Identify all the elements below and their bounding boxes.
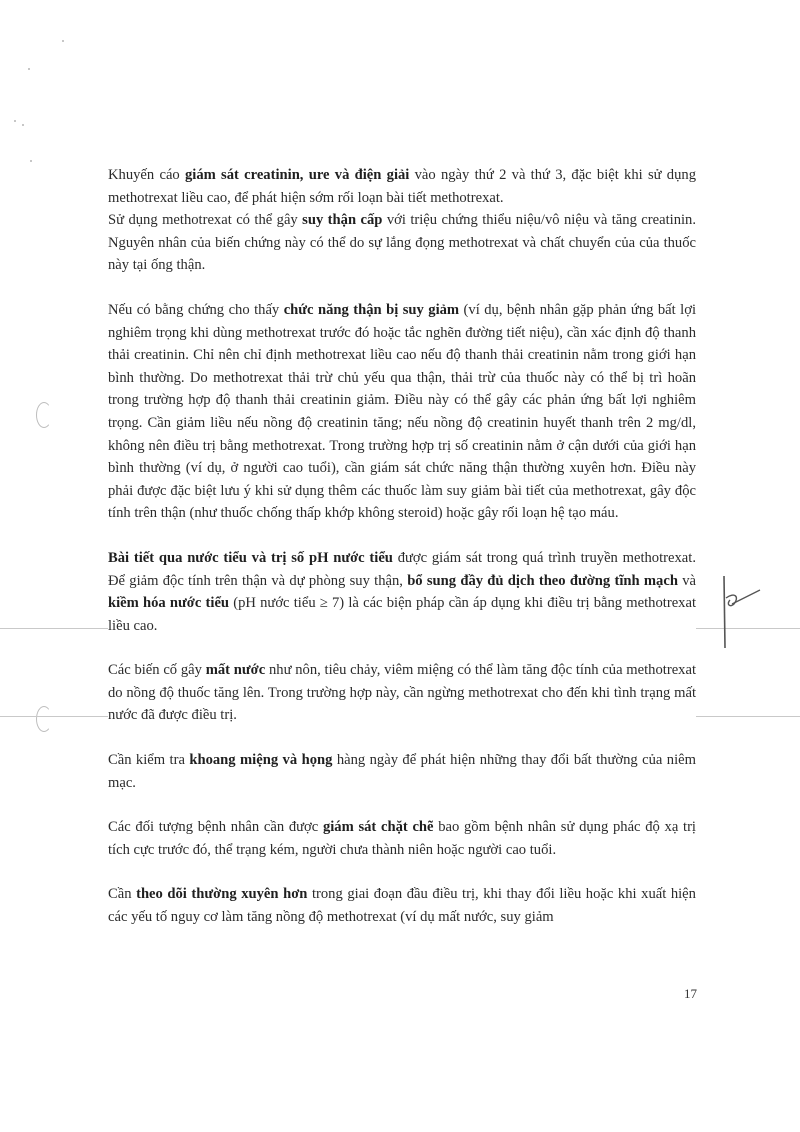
paragraph-gap	[108, 861, 696, 883]
bold-term: chức năng thận bị suy giảm	[283, 301, 460, 318]
text-run: Nếu có bằng chứng cho thấy	[108, 301, 284, 318]
paragraph	[108, 299, 696, 525]
scan-speck	[28, 68, 30, 70]
body-text	[108, 164, 696, 929]
handwritten-margin-mark	[712, 572, 772, 652]
text-run: Các biến cố gây	[108, 662, 206, 679]
scan-fold-line	[696, 716, 800, 717]
text-run: Cần kiểm tra	[108, 752, 190, 769]
text-run: với triệu chứng thiểu niệu/vô niệu và tăng creatinin. Nguyên nhân của biến chứng này có thể do sự lắng đọng methotrexat và chất chuyển của của thuốc này tại ống thận.	[108, 212, 697, 274]
text-run: Sử dụng methotrexat có thể gây	[108, 212, 303, 229]
text-run: Các đối tượng bệnh nhân cần được	[108, 819, 323, 836]
punch-hole-mark	[36, 706, 52, 732]
bold-term: Bài tiết qua nước tiểu và trị số pH nước tiểu	[108, 549, 393, 566]
punch-hole-mark	[36, 402, 52, 428]
bold-term: kiềm hóa nước tiểu	[108, 595, 230, 612]
scan-speck	[14, 120, 16, 122]
scan-fold-line	[0, 716, 108, 717]
text-run: bao gồm bệnh nhân sử dụng phác độ xạ trị tích cực trước đó, thể trạng kém, người chưa thành niên hoặc người cao tuổi.	[108, 819, 696, 858]
paragraph-gap	[108, 637, 696, 659]
scan-speck	[22, 124, 24, 126]
scan-fold-line	[0, 628, 108, 629]
paragraph	[108, 749, 696, 794]
paragraph	[108, 816, 696, 861]
bold-term: suy thận cấp	[302, 212, 383, 229]
bold-term: giám sát chặt chẽ	[322, 819, 434, 836]
bold-term: theo dõi thường xuyên hơn	[136, 886, 308, 903]
paragraph-gap	[108, 277, 696, 299]
text-run: hàng ngày để phát hiện những thay đổi bất thường của niêm mạc.	[108, 752, 696, 791]
paragraph	[108, 883, 696, 928]
bold-term: khoang miệng và họng	[189, 752, 333, 769]
scan-speck	[62, 40, 64, 42]
page-number: 17	[684, 986, 697, 1001]
bold-term: mất nước	[205, 662, 266, 679]
scan-speck	[30, 160, 32, 162]
paragraph	[108, 164, 696, 277]
text-run: được giám sát trong quá trình truyền methotrexat. Để giảm độc tính trên thận và dự phòng suy thận,	[108, 549, 696, 589]
paragraph	[108, 659, 696, 727]
bold-term: bổ sung đầy đủ dịch theo đường tĩnh mạch	[407, 572, 678, 589]
text-run: (ví dụ, bệnh nhân gặp phản ứng bất lợi nghiêm trọng khi dùng methotrexat trước đó hoặc tắc nghẽn đường tiết niệu), cần xác định độ thanh thải creatinin. Chỉ nên chỉ định methotrexat liều cao nếu độ thanh thải creatinin nằm trong giới hạn bình thường. Do methotrexat thải trừ chủ yếu qua thận, thải trừ của thuốc này có thể bị trì hoãn trong trường hợp độ thanh thải creatinin giảm. Điều này có thể gây các phản ứng bất lợi nghiêm trọng. Cần giảm liều nếu nồng độ creatinin tăng; nếu nồng độ creatinin huyết thanh trên 2 mg/dl, không nên điều trị bằng methotrexat. Trong trường hợp trị số creatinin nằm ở cận dưới của giới hạn bình thường (ví dụ, ở người cao tuổi), cần giám sát chức năng thận thường xuyên hơn. Điều này phải được đặc biệt lưu ý khi sử dụng thêm các thuốc làm suy giảm bài tiết của methotrexat, gây độc tính trên thận (như thuốc chống thấp khớp không steroid) hoặc gây rối loạn hệ tạo máu.	[108, 301, 697, 522]
paragraph	[108, 547, 696, 637]
text-run: Khuyến cáo	[108, 167, 185, 183]
text-run: trong giai đoạn đầu điều trị, khi thay đổi liều hoặc khi xuất hiện các yếu tố nguy cơ làm tăng nồng độ methotrexat (ví dụ mất nước, suy giảm	[108, 886, 696, 926]
text-run: và	[677, 572, 696, 589]
paragraph-gap	[108, 525, 696, 547]
paragraph-gap	[108, 727, 696, 749]
text-run: vào ngày thứ 2 và thứ 3, đặc biệt khi sử dụng methotrexat liều cao, để phát hiện sớm rối loạn bài tiết methotrexat.	[108, 167, 696, 206]
text-run: Cần	[108, 886, 137, 903]
paragraph-gap	[108, 794, 696, 816]
bold-term: giám sát creatinin, ure và điện giải	[184, 167, 410, 183]
text-run: như nôn, tiêu chảy, viêm miệng có thể làm tăng độc tính của methotrexat do nồng độ thuốc tăng lên. Trong trường hợp này, cần ngừng methotrexat cho đến khi tình trạng mất nước đã được điều trị.	[108, 662, 696, 724]
text-run: (pH nước tiểu ≥ 7) là các biện pháp cần áp dụng khi điều trị bằng methotrexat liều cao.	[108, 595, 696, 634]
